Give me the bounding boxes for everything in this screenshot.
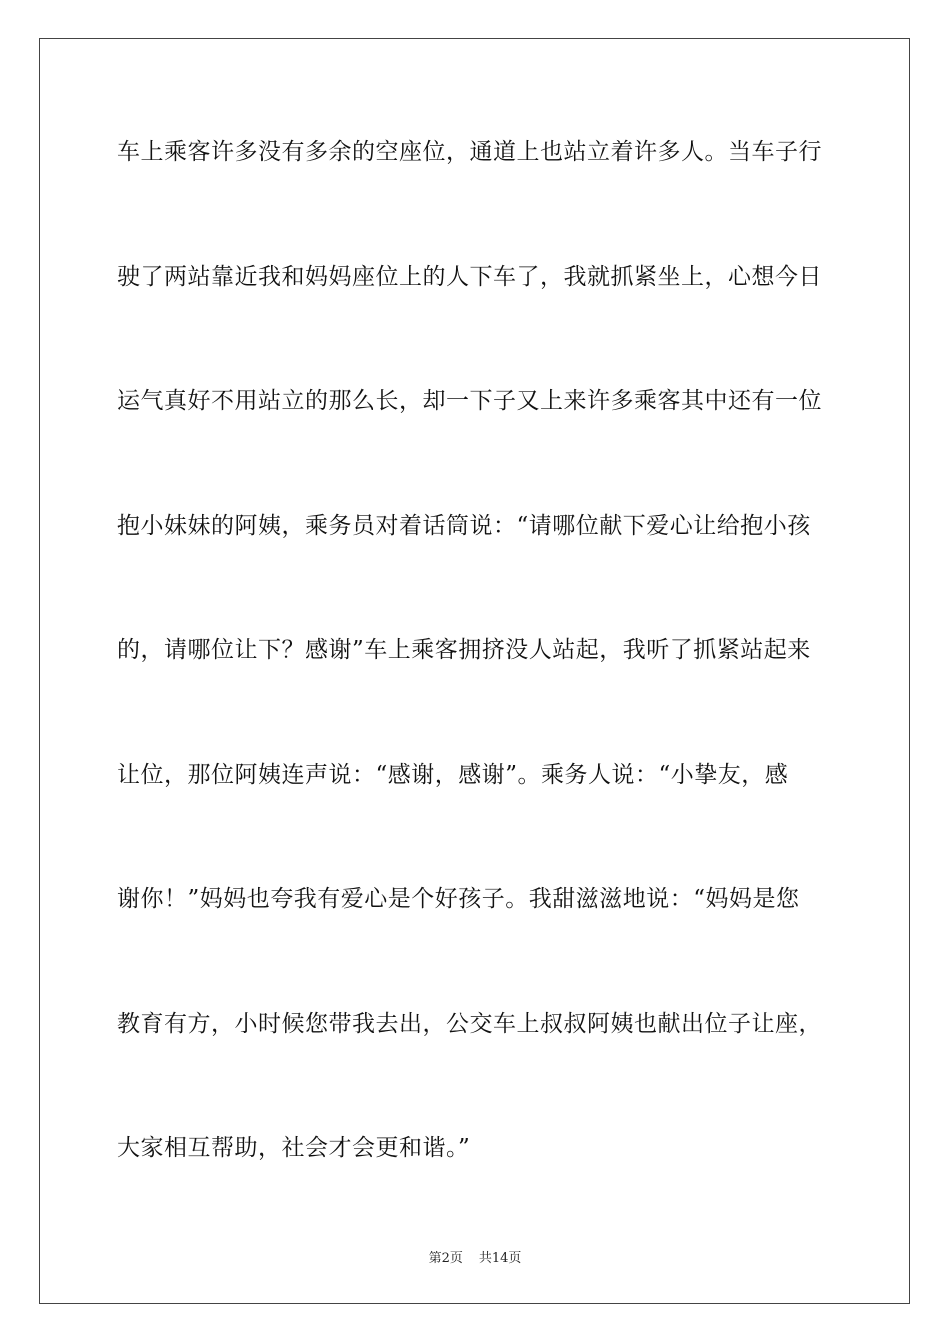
paragraph-line-3: 运气真好不用站立的那么长，却一下子又上来许多乘客其中还有一位 [117, 388, 822, 414]
paragraph-line-2: 驶了两站靠近我和妈妈座位上的人下车了，我就抓紧坐上，心想今日 [117, 263, 822, 290]
document-body [117, 130, 837, 1251]
page-number: 第2页 [428, 1251, 463, 1266]
page-footer [0, 1247, 950, 1266]
paragraph-line-9: 大家相互帮助，社会才会更和谐。” [117, 1135, 471, 1161]
paragraph-line-7: 谢你！”妈妈也夸我有爱心是个好孩子。我甜滋滋地说：“妈妈是您 [117, 886, 800, 912]
paragraph-line-1: 车上乘客许多没有多余的空座位，通道上也站立着许多人。当车子行 [117, 139, 822, 165]
paragraph-line-5: 的，请哪位让下？感谢”车上乘客拥挤没人站起，我听了抓紧站起来 [117, 637, 811, 663]
paragraph-line-8: 教育有方，小时候您带我去出，公交车上叔叔阿姨也献出位子让座， [117, 1010, 822, 1037]
paragraph-line-6: 让位，那位阿姨连声说：“感谢，感谢”。乘务人说：“小挚友，感 [117, 761, 789, 788]
total-pages: 共14页 [478, 1251, 522, 1266]
paragraph-line-4: 抱小妹妹的阿姨，乘务员对着话筒说：“请哪位献下爱心让给抱小孩 [117, 512, 811, 539]
